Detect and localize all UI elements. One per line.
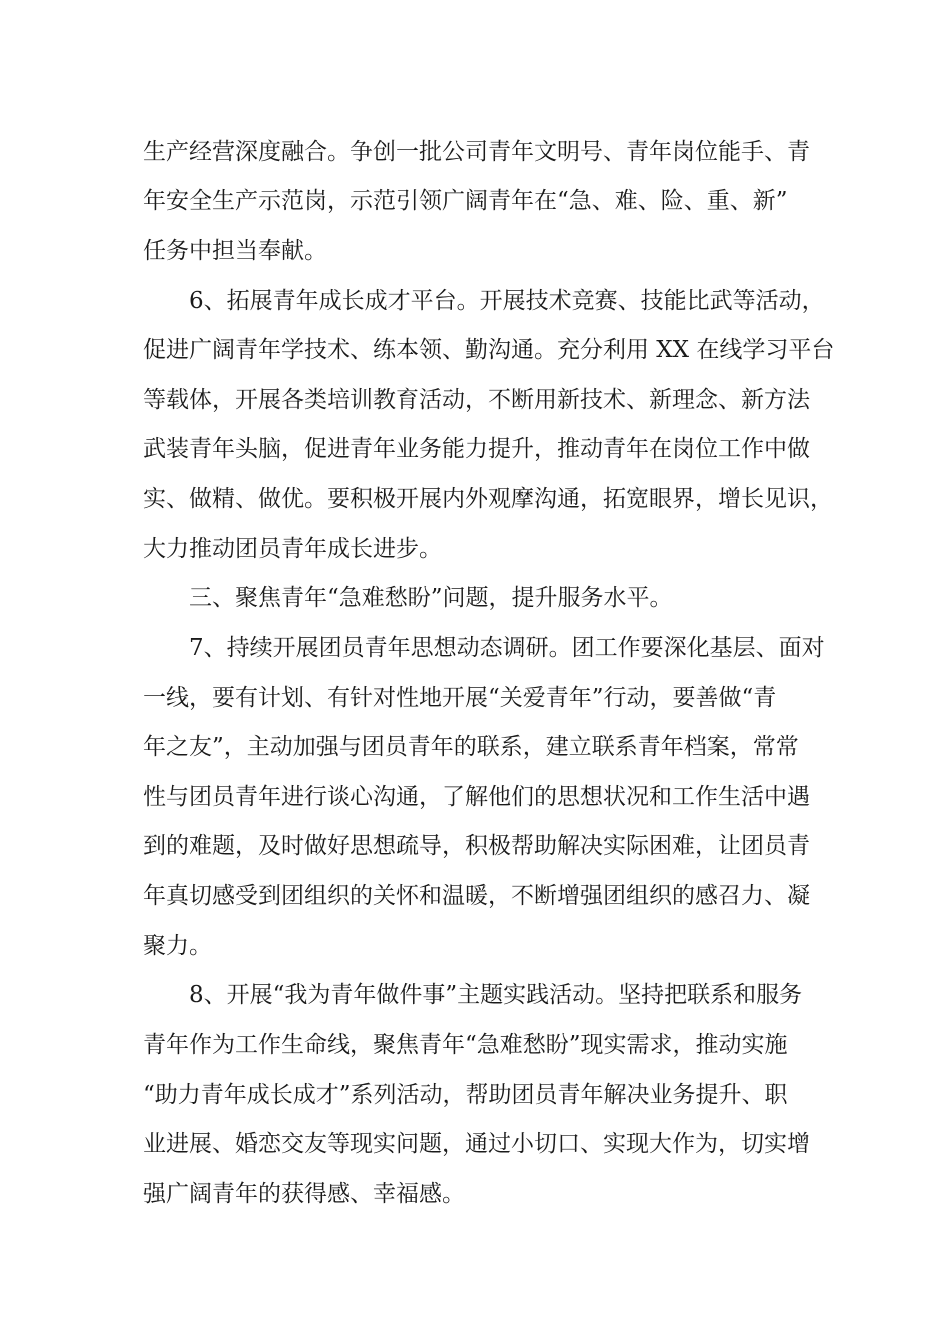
text-line-19: 青年作为工作生命线，聚焦青年“急难愁盼”现实需求，推动实施 — [143, 1032, 788, 1058]
text-line-14: 性与团员青年进行谈心沟通，了解他们的思想状况和工作生活中遇 — [143, 784, 810, 810]
text-line-21: 业进展、婚恋交友等现实问题，通过小切口、实现大作为，切实增 — [143, 1131, 810, 1157]
text-line-22: 强广阔青年的获得感、幸福感。 — [143, 1181, 465, 1207]
text-line-13: 年之友”，主动加强与团员青年的联系，建立联系青年档案，常常 — [143, 734, 799, 760]
text-line-3: 任务中担当奉献。 — [143, 238, 327, 264]
text-line-9: 大力推动团员青年成长进步。 — [143, 536, 442, 562]
text-line-4: 6、拓展青年成长成才平台。开展技术竞赛、技能比武等活动， — [189, 288, 825, 314]
text-line-16: 年真切感受到团组织的关怀和温暖，不断增强团组织的感召力、凝 — [143, 883, 810, 909]
text-line-12: 一线，要有计划、有针对性地开展“关爱青年”行动，要善做“青 — [143, 685, 777, 711]
text-line-2: 年安全生产示范岗，示范引领广阔青年在“急、难、险、重、新” — [143, 188, 788, 214]
text-line-18: 8、开展“我为青年做件事”主题实践活动。坚持把联系和服务 — [189, 982, 803, 1008]
text-line-20: “助力青年成长成才”系列活动，帮助团员青年解决业务提升、职 — [143, 1082, 788, 1108]
text-line-7: 武装青年头脑，促进青年业务能力提升，推动青年在岗位工作中做 — [143, 436, 810, 462]
text-line-15: 到的难题，及时做好思想疏导，积极帮助解决实际困难，让团员青 — [143, 833, 810, 859]
text-line-8: 实、做精、做优。要积极开展内外观摩沟通，拓宽眼界，增长见识， — [143, 486, 833, 512]
section-heading: 三、聚焦青年“急难愁盼”问题，提升服务水平。 — [189, 585, 673, 611]
text-line-11: 7、持续开展团员青年思想动态调研。团工作要深化基层、面对 — [189, 635, 825, 661]
text-line-6: 等载体，开展各类培训教育活动，不断用新技术、新理念、新方法 — [143, 387, 810, 413]
text-line-17: 聚力。 — [143, 933, 212, 959]
text-line-1: 生产经营深度融合。争创一批公司青年文明号、青年岗位能手、青 — [143, 139, 810, 165]
text-line-5: 促进广阔青年学技术、练本领、勤沟通。充分利用 XX 在线学习平台 — [143, 337, 835, 363]
